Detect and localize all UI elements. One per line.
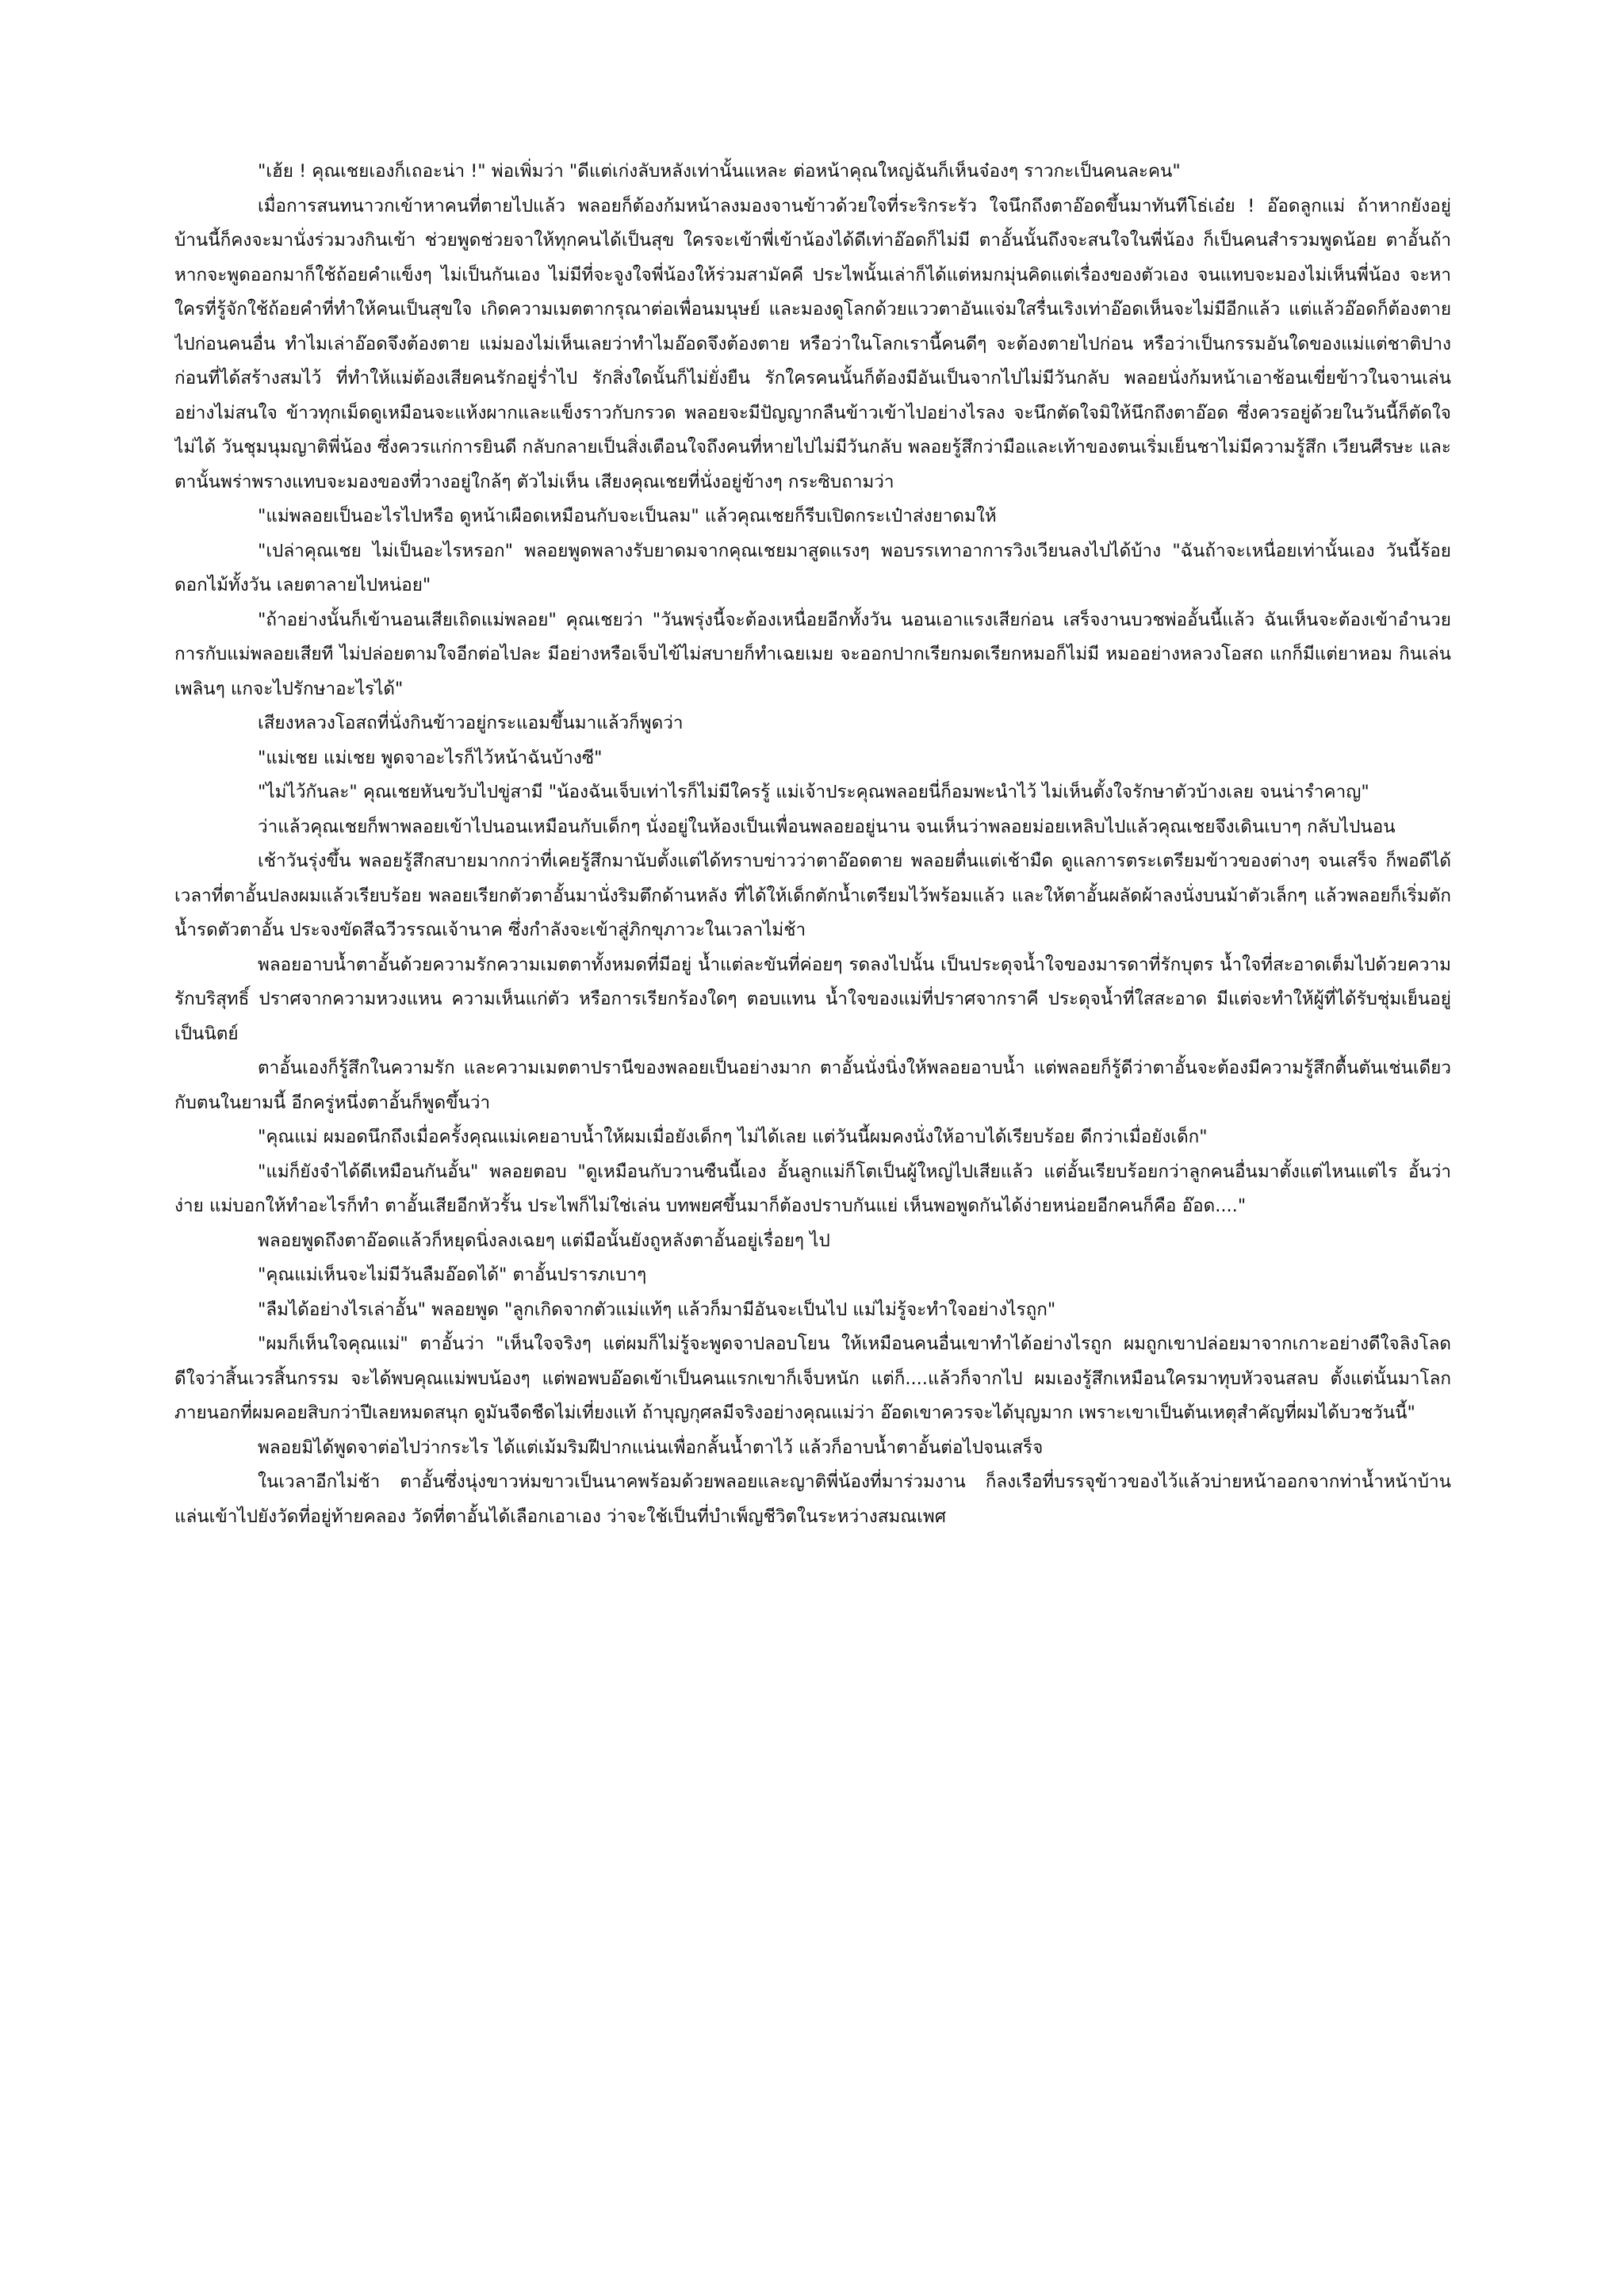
paragraph-phloi-remembers: "แม่ก็ยังจำได้ดีเหมือนกันอั้น" พลอยตอบ "ดูเหมือนกับวานซืนนี้เอง อั้นลูกแม่ก็โตเป็นผู้ใหญ่ไปเสียแล้ว แต่อั้นเรียบร้อยกว่าลูกคนอื่นมาตั้งแต่ไหนแต่ไร อั้นว่าง่าย แม่บอกให้ทำอะไรก็ทำ ตาอั้นเสียอีกหัวรั้น ประไพก็ไม่ใช่เล่น บทพยศขึ้นมาก็ต้องปราบกันแย่ เห็นพอพูดกันได้ง่ายหน่อยอีกคนก็คือ อ๊อด...." [174,1161,1451,1216]
paragraph-phloi-holds-tears: พลอยมิได้พูดจาต่อไปว่ากระไร ได้แต่เม้มริมฝีปากแน่นเพื่อกลั้นน้ำตาไว้ แล้วก็อาบน้ำตาอั้นต่อไปจนเสร็จ [258,1437,1044,1458]
paragraph-an-feels-love: ตาอั้นเองก็รู้สึกในความรัก และความเมตตาปรานีของพลอยเป็นอย่างมาก ตาอั้นนั่งนิ่งให้พลอยอาบน้ำ แต่พลอยก็รู้ดีว่าตาอั้นจะต้องมีความรู้สึกตื้นตันเช่นเดียวกับตนในยามนี้ อีกครู่หนึ่งตาอั้นก็พูดขึ้นว่า [174,1058,1451,1113]
paragraph-luang-osot-speaks: "แม่เชย แม่เชย พูดจาอะไรก็ไว้หน้าฉันบ้างซี" [258,747,603,768]
paragraph-phloi-goes-to-bed: ว่าแล้วคุณเชยก็พาพลอยเข้าไปนอนเหมือนกับเด็กๆ นั่งอยู่ในห้องเป็นเพื่อนพลอยอยู่นาน จนเห็นว่าพลอยม่อยเหลิบไปแล้วคุณเชยจึงเดินเบาๆ กลับไปนอน [258,816,1396,837]
paragraph-thinking-of-od: เมื่อการสนทนาวกเข้าหาคนที่ตายไปแล้ว พลอยก็ต้องก้มหน้าลงมองจานข้าวด้วยใจที่ระริกระรัว ใจนึกถึงตาอ๊อดขึ้นมาทันทีโธ่เอ๋ย ! อ๊อดลูกแม่ ถ้าหากยังอยู่บ้านนี้ก็คงจะมานั่งร่วมวงกินเข้า ช่วยพูดช่วยจาให้ทุกคนได้เป็นสุข ใครจะเข้าพี่เข้าน้องได้ดีเท่าอ๊อดก็ไม่มี ตาอั้นนั้นถึงจะสนใจในพี่น้อง ก็เป็นคนสำรวมพูดน้อย ตาอั้นถ้าหากจะพูดออกมาก็ใช้ถ้อยคำแข็งๆ ไม่เป็นกันเอง ไม่มีที่จะจูงใจพี่น้องให้ร่วมสามัคคี ประไพนั้นเล่าก็ได้แต่หมกมุ่นคิดแต่เรื่องของตัวเอง จนแทบจะมองไม่เห็นพี่น้อง จะหาใครที่รู้จักใช้ถ้อยคำที่ทำให้คนเป็นสุขใจ เกิดความเมตตากรุณาต่อเพื่อนมนุษย์ และมองดูโลกด้วยแววตาอันแจ่มใสรื่นเริงเท่าอ๊อดเห็นจะไม่มีอีกแล้ว แต่แล้วอ๊อดก็ต้องตายไปก่อนคนอื่น ทำไมเล่าอ๊อดจึงต้องตาย แม่มองไม่เห็นเลยว่าทำไมอ๊อดจึงต้องตาย หรือว่าในโลกเรานี้คนดีๆ จะต้องตายไปก่อน หรือว่าเป็นกรรมอันใดของแม่แต่ชาติปางก่อนที่ได้สร้างสมไว้ ที่ทำให้แม่ต้องเสียคนรักอยู่ร่ำไป รักสิ่งใดนั้นก็ไม่ยั่งยืน รักใครคนนั้นก็ต้องมีอันเป็นจากไปไม่มีวันกลับ พลอยนั่งก้มหน้าเอาช้อนเขี่ยข้าวในจานเล่น อย่างไม่สนใจ ข้าวทุกเม็ดดูเหมือนจะแห้งผากและแข็งราวกับกรวด พลอยจะมีปัญญากลืนข้าวเข้าไปอย่างไรลง จะนึกตัดใจมิให้นึกถึงตาอ๊อด ซึ่งควรอยู่ด้วยในวันนี้ก็ตัดใจไม่ได้ วันชุมนุมญาติพี่น้อง ซึ่งควรแก่การยินดี กลับกลายเป็นสิ่งเตือนใจถึงคนที่หายไปไม่มีวันกลับ พลอยรู้สึกว่ามือและเท้าของตนเริ่มเย็นชาไม่มีความรู้สึก เวียนศีรษะ และตานั้นพร่าพรางแทบจะมองของที่วางอยู่ใกล้ๆ ตัวไม่เห็น เสียงคุณเชยที่นั่งอยู่ข้างๆ กระซิบถามว่า [174,195,1451,492]
paragraph-khun-choei-retorts: "ไม่ไว้กันละ" คุณเชยหันขวับไปขู่สามี "น้องฉันเจ็บเท่าไรก็ไม่มีใครรู้ แม่เจ้าประคุณพลอยนี่ก็อมพะนำไว้ ไม่เห็นตั้งใจรักษาตัวบ้างเลย จนน่ารำคาญ" [258,782,1369,802]
paragraph-an-murmurs: "คุณแม่เห็นจะไม่มีวันลืมอ๊อดได้" ตาอั้นปรารภเบาๆ [258,1265,647,1285]
paragraph-next-morning: เช้าวันรุ่งขึ้น พลอยรู้สึกสบายมากกว่าที่เคยรู้สึกมานับตั้งแต่ได้ทราบข่าวว่าตาอ๊อดตาย พลอยตื่นแต่เช้ามืด ดูแลการตระเตรียมข้าวของต่างๆ จนเสร็จ ก็พอดีได้เวลาที่ตาอั้นปลงผมแล้วเรียบร้อย พลอยเรียกตัวตาอั้นมานั่งริมตึกด้านหลัง ที่ได้ให้เด็กตักน้ำเตรียมไว้พร้อมแล้ว และให้ตาอั้นผลัดผ้าลงนั่งบนม้าตัวเล็กๆ แล้วพลอยก็เริ่มตักน้ำรดตัวตาอั้น ประจงขัดสีฉวีวรรณเจ้านาค ซึ่งกำลังจะเข้าสู่ภิกขุภาวะในเวลาไม่ช้า [174,851,1451,940]
paragraph-khun-choei-advice: "ถ้าอย่างนั้นก็เข้านอนเสียเถิดแม่พลอย" คุณเชยว่า "วันพรุ่งนี้จะต้องเหนื่อยอีกทั้งวัน นอนเอาแรงเสียก่อน เสร็จงานบวชพ่ออั้นนี้แล้ว ฉันเห็นจะต้องเข้าอำนวยการกับแม่พลอยเสียที ไม่ปล่อยตามใจอีกต่อไปละ มีอย่างหรือเจ็บไข้ไม่สบายก็ทำเฉยเมย จะออกปากเรียกมดเรียกหมอก็ไม่มี หมออย่างหลวงโอสถ แกก็มีแต่ยาหอม กินเล่นเพลินๆ แกจะไปรักษาอะไรได้" [174,609,1451,699]
document-page [174,155,1451,2232]
paragraph-luang-osot-clears-throat: เสียงหลวงโอสถที่นั่งกินข้าวอยู่กระแอมขึ้นมาแล้วก็พูดว่า [258,713,684,733]
paragraph-bathing-an: พลอยอาบน้ำตาอั้นด้วยความรักความเมตตาทั้งหมดที่มีอยู่ น้ำแต่ละขันที่ค่อยๆ รดลงไปนั้น เป็นประดุจน้ำใจของมารดาที่รักบุตร น้ำใจที่สะอาดเต็มไปด้วยความรักบริสุทธิ์ ปราศจากความหวงแหน ความเห็นแก่ตัว หรือการเรียกร้องใดๆ ตอบแทน น้ำใจของแม่ที่ปราศจากราคี ประดุจน้ำที่ใสสะอาด มีแต่จะทำให้ผู้ที่ได้รับชุ่มเย็นอยู่เป็นนิตย์ [174,954,1451,1044]
paragraph-phloi-cannot-forget: "ลืมได้อย่างไรเล่าอั้น" พลอยพูด "ลูกเกิดจากตัวแม่แท้ๆ แล้วก็มามีอันจะเป็นไป แม่ไม่รู้จะทำใจอย่างไรถูก" [258,1299,1056,1320]
paragraph-phloi-answers: "เปล่าคุณเชย ไม่เป็นอะไรหรอก" พลอยพูดพลางรับยาดมจากคุณเชยมาสูดแรงๆ พอบรรเทาอาการวิงเวียนลงไปได้บ้าง "ฉันถ้าจะเหนื่อยเท่านั้นเอง วันนี้ร้อยดอกไม้ทั้งวัน เลยตาลายไปหน่อย" [174,540,1451,595]
paragraph-an-remembers: "คุณแม่ ผมอดนึกถึงเมื่อครั้งคุณแม่เคยอาบน้ำให้ผมเมื่อยังเด็กๆ ไม่ได้เลย แต่วันนี้ผมคงนั่งให้อาบได้เรียบร้อย ดีกว่าเมื่อยังเด็ก" [258,1127,1208,1147]
paragraph-an-confides: "ผมก็เห็นใจคุณแม่" ตาอั้นว่า "เห็นใจจริงๆ แต่ผมก็ไม่รู้จะพูดจาปลอบโยน ให้เหมือนคนอื่นเขาทำได้อย่างไรถูก ผมถูกเขาปล่อยมาจากเกาะอย่างดีใจลิงโลด ดีใจว่าสิ้นเวรสิ้นกรรม จะได้พบคุณแม่พบน้องๆ แต่พอพบอ๊อดเข้าเป็นคนแรกเขาก็เจ็บหนัก แต่ก็....แล้วก็จากไป ผมเองรู้สึกเหมือนใครมาทุบหัวจนสลบ ตั้งแต่นั้นมาโลกภายนอกที่ผมคอยสิบกว่าปีเลยหมดสนุก ดูมันจืดชืดไม่เที่ยงแท้ ถ้าบุญกุศลมีจริงอย่างคุณแม่ว่า อ๊อดเขาควรจะได้บุญมาก เพราะเขาเป็นต้นเหตุสำคัญที่ผมได้บวชวันนี้" [174,1334,1451,1423]
paragraph-phloi-falls-silent: พลอยพูดถึงตาอ๊อดแล้วก็หยุดนิ่งลงเฉยๆ แต่มือนั้นยังถูหลังตาอั้นอยู่เรื่อยๆ ไป [258,1230,830,1251]
paragraph-procession-to-temple: ในเวลาอีกไม่ช้า ตาอั้นซึ่งนุ่งขาวห่มขาวเป็นนาคพร้อมด้วยพลอยและญาติพี่น้องที่มาร่วมงาน ก็ลงเรือที่บรรจุข้าวของไว้แล้วบ่ายหน้าออกจากท่าน้ำหน้าบ้าน แล่นเข้าไปยังวัดที่อยู่ท้ายคลอง วัดที่ตาอั้นได้เลือกเอาเอง ว่าจะใช้เป็นที่บำเพ็ญชีวิตในระหว่างสมณเพศ [174,1471,1451,1527]
paragraph-khun-choei-asks: "แม่พลอยเป็นอะไรไปหรือ ดูหน้าเผือดเหมือนกับจะเป็นลม" แล้วคุณเชยก็รีบเปิดกระเป๋าส่งยาดมให้ [258,506,997,526]
paragraph-dialogue-father: "เฮ้ย ! คุณเชยเองก็เถอะน่า !" พ่อเพิ่มว่า "ดีแต่เก่งลับหลังเท่านั้นแหละ ต่อหน้าคุณใหญ่ฉันก็เห็นจ๋องๆ ราวกะเป็นคนละคน" [258,161,1181,182]
